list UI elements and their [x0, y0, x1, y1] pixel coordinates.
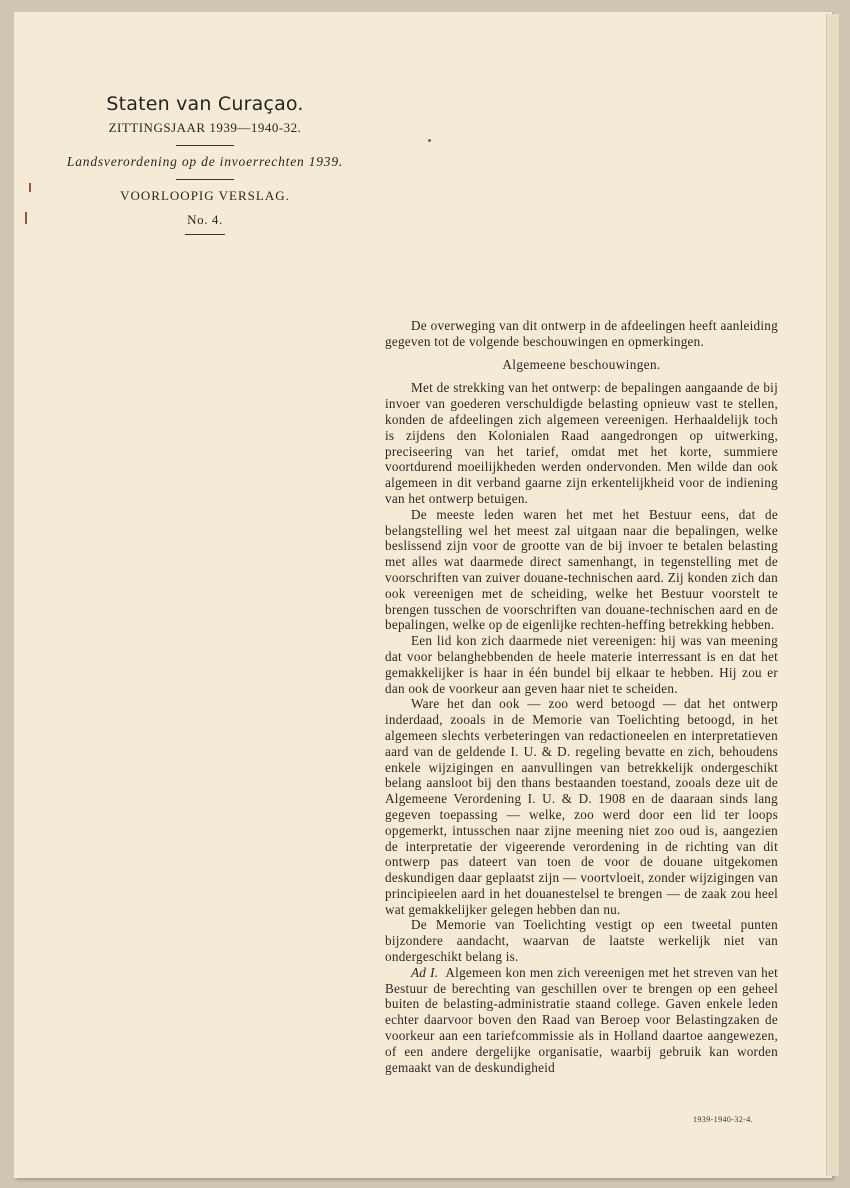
ad-text: Algemeen kon men zich vereenigen met het streven van het Bestuur de berechting van geschillen over te brengen op een geheel buiten de belasting-administratie staand college. Gaven enkele leden echter daarvoor boven den Raad van Beroep voor Belastingzaken de voorkeur aan een tariefcommissie als in Holland daartoe aangewezen, of een andere dergelijke organisatie, waarbij gebruik kan worden gemaakt van de deskundigheid: [385, 964, 778, 1075]
divider: [185, 234, 225, 235]
ad-label: Ad I.: [411, 964, 439, 980]
document-number: No. 4.: [187, 212, 223, 227]
document-body: [385, 318, 778, 1075]
body-paragraph: Ware het dan ook — zoo werd betoogd — dat het ontwerp inderdaad, zooals in de Memorie van Toelichting betoogd, in het algemeen slechts verbeteringen van redactioneelen en interpretatieven aard van de geldende I. U. & D. regeling bevatte en zich, behoudens enkele wijzigingen en aanvullingen van betrekkelijk ondergeschikt belang aansloot bij den thans bestaanden toestand, zooals deze uit de Algemeene Verordening I. U. & D. 1908 en de daaraan sinds lang gegeven toepassing — welke, zoo werd door een lid ter loops opgemerkt, intusschen naar zijne meening niet zoo oud is, aangezien de interpretatie der vigeerende verordening in de richting van dit ontwerp pas dateert van toen de voor de douane uitgekomen deskundigen daar geplaatst zijn — voortvloeit, zonder wijzigingen van principieelen aard in het douanestelsel te brengen — de zaak zou heel wat gemakkelijker gelegen hebben dan nu.: [385, 696, 778, 917]
page-edge: [826, 14, 839, 1176]
speck: [428, 139, 431, 142]
margin-mark: [29, 183, 31, 192]
section-heading: Algemeene beschouwingen.: [502, 356, 661, 372]
divider: [176, 145, 234, 146]
document-title: Staten van Curaçao.: [106, 93, 304, 115]
document-header: [60, 92, 350, 243]
ad-paragraph: [385, 965, 778, 1076]
body-paragraph: De Memorie van Toelichting vestigt op een tweetal punten bijzondere aandacht, waarvan de laatste werkelijk niet van ondergeschikt belang is.: [385, 917, 778, 965]
divider: [176, 179, 234, 180]
body-paragraph: Met de strekking van het ontwerp: de bepalingen aangaande de bij invoer van goederen verschuldigde belasting opnieuw vast te stellen, konden de afdeelingen zich algemeen vereenigen. Herhaaldelijk toch is zijdens den Kolonialen Raad aangedrongen op uitwerking, preciseering van het tarief, omdat met het korte, summiere voortdurend moeilijkheden werden ondervonden. Men wilde dan ook algemeen in dit verband gaarne zijn erkentelijkheid voor de indiening van het ontwerp betuigen.: [385, 380, 778, 506]
body-paragraph: De meeste leden waren het met het Bestuur eens, dat de belangstelling wel het meest zal uitgaan naar die bepalingen, welke beslissend zijn voor de grootte van de bij invoer te betalen belasting met alles wat daarmede direct samenhangt, in tegenstelling met de voorschriften van zuiver douane-technischen aard. Zij konden zich dan ook vereenigen met de scheiding, welke het Bestuur voorstelt te brengen tusschen de voorschriften van douane-technischen aard en de bepalingen, welke op de eigenlijke rechten-heffing betrekking hebben.: [385, 506, 778, 633]
report-type: VOORLOOPIG VERSLAG.: [120, 188, 290, 203]
document-subject: Landsverordening op de invoerrechten 1939.: [66, 154, 344, 169]
intro-paragraph: De overweging van dit ontwerp in de afdeelingen heeft aanleiding gegeven tot de volgende beschouwingen en opmerkingen.: [385, 318, 778, 349]
document-code: 1939-1940-32-4.: [693, 1115, 753, 1124]
session-year: ZITTINGSJAAR 1939—1940-32.: [108, 120, 302, 135]
margin-mark: [25, 212, 27, 224]
body-paragraph: Een lid kon zich daarmede niet vereenigen: hij was van meening dat voor belanghebbenden de heele materie interressant is en dat het gemakkelijker is haar in één bundel bij elkaar te hebben. Hij zou er dan ook de voorkeur aan geven haar niet te scheiden.: [385, 633, 778, 696]
